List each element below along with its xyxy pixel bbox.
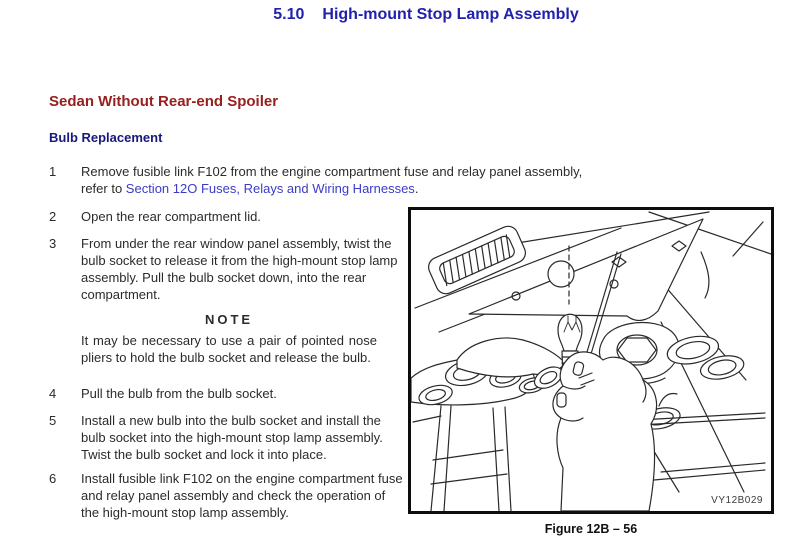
figure-illustration [411,210,771,511]
figure-code: VY12B029 [711,495,763,506]
step-text: Open the rear compartment lid. [81,209,261,224]
step-text: Install a new bulb into the bulb socket and install the bulb socket into the high-mount stop lamp assembly. Twist the bulb socket and lock it into place. [81,413,383,462]
step-number: 4 [49,386,57,401]
step-text: From under the rear window panel assembly, twist the bulb socket to release it from the high-mount stop lamp assembly. Pull the bulb socket down, into the rear compartment. [81,236,398,302]
note-text: It may be necessary to use a pair of pointed nose pliers to hold the bulb socket and release the bulb. [81,333,377,365]
step-number: 6 [49,471,57,486]
section-12o-link[interactable]: Section 12O Fuses, Relays and Wiring Harnesses [125,181,415,196]
step-number: 3 [49,236,57,251]
step-number: 2 [49,209,57,224]
subsection-heading: Bulb Replacement [49,130,163,145]
step-row [49,163,589,197]
step-number: 1 [49,164,57,179]
step-text: Install fusible link F102 on the engine compartment fuse and relay panel assembly and check the operation of the high-mount stop lamp assembly. [81,471,403,520]
section-heading: Sedan Without Rear-end Spoiler [49,93,279,110]
step-text [81,163,589,197]
step-text-before-link: Remove fusible link F102 from the engine compartment fuse and relay panel assembly, refer to [81,164,583,196]
figure-box [408,207,774,514]
figure-caption: Figure 12B – 56 [544,522,638,536]
step-text: Pull the bulb from the bulb socket. [81,386,277,401]
note-block [81,311,377,366]
section-title-text: High-mount Stop Lamp Assembly [322,6,579,23]
step-text-after-link: . [414,181,419,196]
note-heading: NOTE [204,312,254,327]
step-number: 5 [49,413,57,428]
section-number: 5.10 [273,6,305,23]
